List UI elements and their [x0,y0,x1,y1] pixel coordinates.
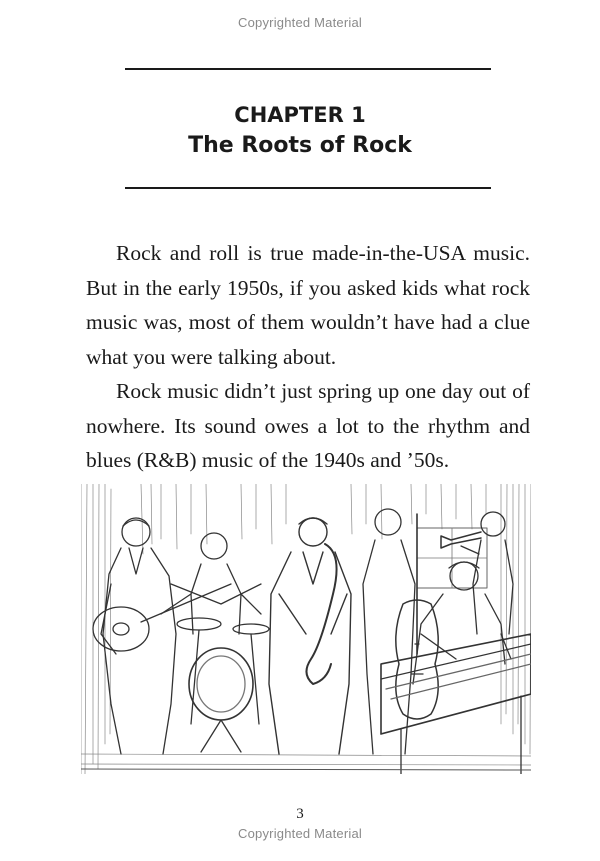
pianist [381,562,531,774]
page-number: 3 [296,806,304,822]
body-paragraph-2 [86,374,530,478]
bassist [363,509,438,754]
chapter-title: The Roots of Rock [188,133,412,158]
jazz-band-illustration [81,484,531,774]
paragraph-text: Rock music didn’t just spring up one day out of nowhere. Its sound owes a lot to the rhythm and blues (R&B) music of the 1940s and ’50s. [86,379,530,472]
copyright-watermark-bottom: Copyrighted Material [238,826,362,841]
copyright-watermark-top: Copyrighted Material [238,15,362,30]
saxophonist [269,518,351,754]
paragraph-text: Rock and roll is true made-in-the-USA music. But in the early 1950s, if you asked kids what rock music was, most of them wouldn’t have had a clue what you were talking about. [86,241,530,369]
body-paragraph-1 [86,236,530,374]
chapter-rule-top [125,68,491,70]
guitarist [93,518,261,754]
chapter-rule-bottom [125,187,491,189]
drummer [161,533,269,752]
chapter-number: CHAPTER 1 [234,103,366,127]
